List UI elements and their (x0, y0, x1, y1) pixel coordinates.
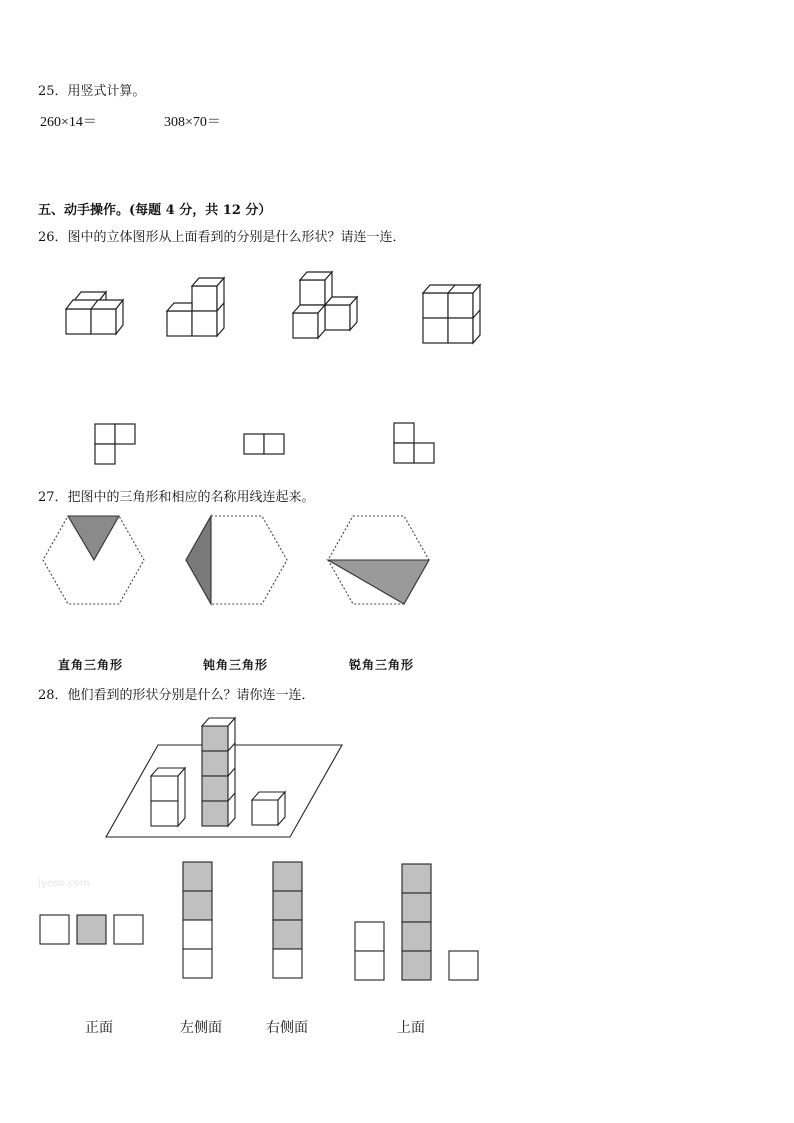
q28-option-group (355, 864, 478, 980)
q28-label-front: 正面 (85, 1020, 113, 1036)
q28-option-column-a (183, 862, 212, 978)
q28-option-row (40, 915, 143, 944)
q25-expression-2: 308×70＝ (164, 115, 221, 130)
q26-title: 26．图中的立体图形从上面看到的分别是什么形状？请连一连． (38, 230, 406, 245)
section-5-title: 五、动手操作。(每题 4 分，共 12 分） (38, 203, 272, 218)
q28-label-right-side: 右侧面 (266, 1020, 308, 1036)
q28-title: 28．他们看到的形状分别是什么？请你连一连． (38, 688, 315, 703)
q28-label-left-side: 左侧面 (180, 1020, 222, 1036)
q25-title: 25．用竖式计算。 (38, 84, 146, 99)
q25-expression-1: 260×14＝ (40, 115, 97, 130)
q27-name-acute-triangle: 锐角三角形 (349, 658, 415, 672)
q28-option-column-b (273, 862, 302, 978)
q27-title: 27．把图中的三角形和相应的名称用线连起来。 (38, 490, 315, 505)
q28-label-top: 上面 (397, 1020, 425, 1036)
watermark: jyeoo.com (38, 878, 90, 889)
q27-name-right-triangle: 直角三角形 (58, 658, 124, 672)
q27-name-obtuse-triangle: 钝角三角形 (203, 658, 269, 672)
